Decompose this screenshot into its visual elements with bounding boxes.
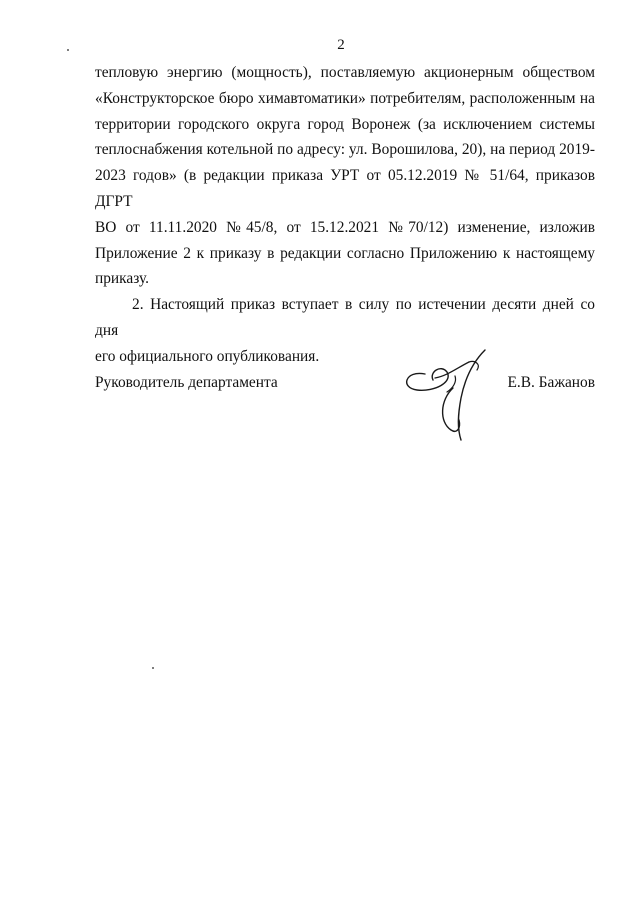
signer-title: Руководитель департамента [95, 374, 278, 391]
scan-speck [152, 667, 154, 669]
scan-speck [67, 49, 69, 51]
paragraph-1-line-2: «Конструкторское бюро химавтоматики» потребителям, расположенным на [95, 89, 595, 107]
paragraph-2-line-1: 2. Настоящий приказ вступает в силу по истечении десяти дней со дня [95, 296, 595, 339]
paragraph-1-line-1: тепловую энергию (мощность), поставляемую акционерным обществом [95, 64, 595, 81]
signer-name: Е.В. Бажанов [507, 374, 595, 391]
paragraph-1-line-4: теплоснабжения котельной по адресу: ул. Ворошилова, 20), на период 2019- [95, 141, 595, 159]
page-number: 2 [337, 37, 345, 53]
paragraph-1-line-3: территории городского округа город Воронеж (за исключением системы [95, 115, 595, 133]
handwritten-signature [395, 348, 505, 448]
paragraph-2-line-2: его официального опубликования. [95, 347, 320, 365]
paragraph-1-line-8: приказу. [95, 270, 150, 288]
paragraph-1-line-7: Приложение 2 к приказу в редакции согласно Приложению к настоящему [95, 244, 595, 262]
document-body [95, 60, 595, 370]
paragraph-1-line-5: 2023 годов» (в редакции приказа УРТ от 05.12.2019 № 51/64, приказов ДГРТ [95, 167, 595, 210]
signature-block [95, 374, 595, 454]
paragraph-1-line-6: ВО от 11.11.2020 №45/8, от 15.12.2021 №70/12) изменение, изложив [95, 218, 595, 236]
